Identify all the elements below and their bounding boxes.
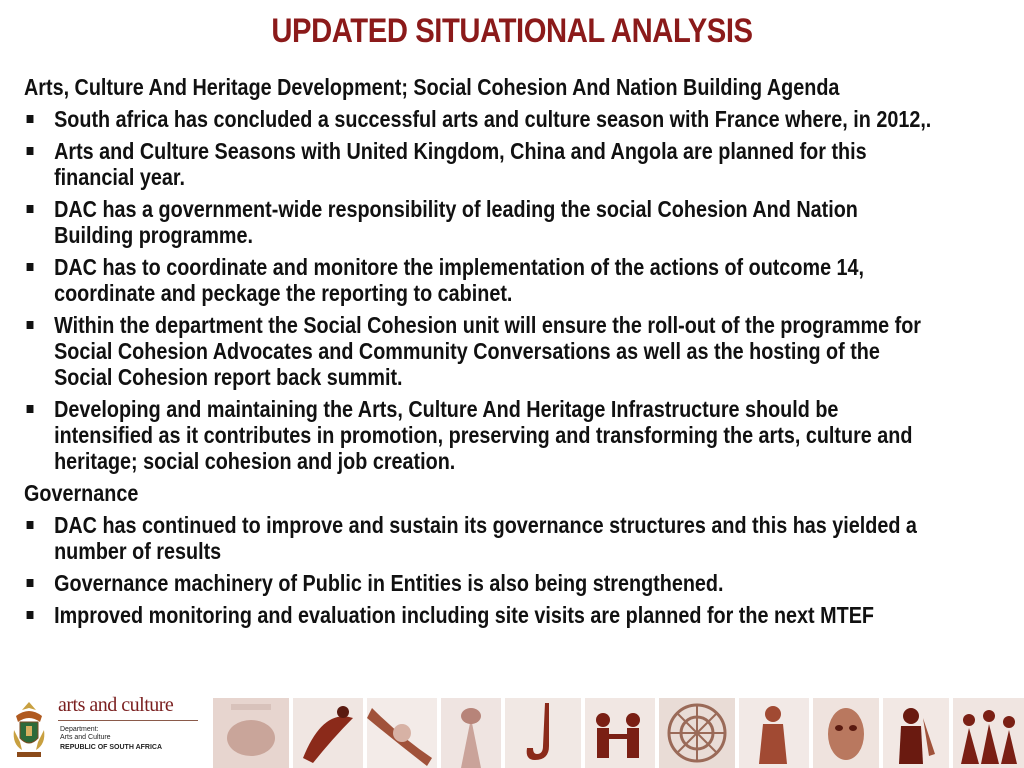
bullet-item — [24, 602, 936, 628]
photo-tile-film-reel-icon — [367, 698, 437, 768]
square-bullet-icon — [27, 205, 34, 213]
bullet-text: DAC has to coordinate and monitore the implementation of the actions of outcome 14, coordinate and peckage the reporting to cabinet. — [54, 254, 865, 306]
bullet-item — [24, 106, 936, 132]
square-bullet-icon — [27, 521, 34, 529]
bullet-text: South africa has concluded a successful arts and culture season with France where, in 2012,. — [54, 106, 932, 132]
bullet-text: Improved monitoring and evaluation including site visits are planned for the next MTEF — [54, 602, 874, 628]
logo-country-text: REPUBLIC OF SOUTH AFRICA — [60, 744, 163, 751]
photo-tile-figure-icon — [739, 698, 809, 768]
photo-tile-dancer-icon — [293, 698, 363, 768]
square-bullet-icon — [27, 147, 34, 155]
bullet-item — [24, 138, 936, 190]
footer-banner — [0, 692, 1024, 768]
square-bullet-icon — [27, 611, 34, 619]
bullet-item — [24, 512, 936, 564]
photo-tile-drum-icon — [213, 698, 289, 768]
bullet-item — [24, 254, 936, 306]
photo-tile-people-icon — [585, 698, 655, 768]
photo-tile-pattern-icon — [659, 698, 735, 768]
square-bullet-icon — [27, 579, 34, 587]
photo-tile-group-dance-icon — [953, 698, 1024, 768]
logo-department-text — [60, 726, 111, 742]
square-bullet-icon — [27, 115, 34, 123]
bullet-text: Within the department the Social Cohesion unit will ensure the roll-out of the programme for Social Cohesion Advocates and Community Conversations as well as the hosting of the Social Cohesion report back summit. — [54, 312, 921, 390]
logo-divider — [58, 720, 198, 721]
logo-wordmark: arts and culture — [58, 694, 174, 716]
bullet-item — [24, 570, 936, 596]
coat-of-arms-icon — [8, 700, 50, 760]
bullet-text: Arts and Culture Seasons with United Kingdom, China and Angola are planned for this financial year. — [54, 138, 867, 190]
department-logo — [0, 692, 205, 768]
photo-tile-saxophone-icon — [505, 698, 581, 768]
slide-body — [24, 74, 936, 634]
section-heading-arts-culture: Arts, Culture And Heritage Development; Social Cohesion And Nation Building Agenda — [24, 74, 840, 100]
bullet-item — [24, 196, 936, 248]
photo-tile-musician-icon — [883, 698, 949, 768]
logo-department-line1: Department: — [60, 726, 99, 733]
bullet-text: DAC has a government-wide responsibility of leading the social Cohesion And Nation Building programme. — [54, 196, 858, 248]
slide-title: UPDATED SITUATIONAL ANALYSIS — [271, 12, 753, 50]
bullet-item — [24, 396, 936, 474]
bullet-text: Developing and maintaining the Arts, Culture And Heritage Infrastructure should be intensified as it contributes in promotion, preserving and transforming the arts, culture and heritage; social cohesion and job creation. — [54, 396, 913, 474]
bullet-text: DAC has continued to improve and sustain its governance structures and this has yielded a number of results — [54, 512, 917, 564]
photo-tile-mask-icon — [813, 698, 879, 768]
square-bullet-icon — [27, 405, 34, 413]
section-heading-governance: Governance — [24, 480, 139, 506]
bullet-item — [24, 312, 936, 390]
culture-photo-strip — [213, 698, 1024, 768]
photo-tile-ballet-icon — [441, 698, 501, 768]
square-bullet-icon — [27, 321, 34, 329]
square-bullet-icon — [27, 263, 34, 271]
bullet-text: Governance machinery of Public in Entities is also being strengthened. — [54, 570, 724, 596]
logo-department-line2: Arts and Culture — [60, 734, 111, 741]
